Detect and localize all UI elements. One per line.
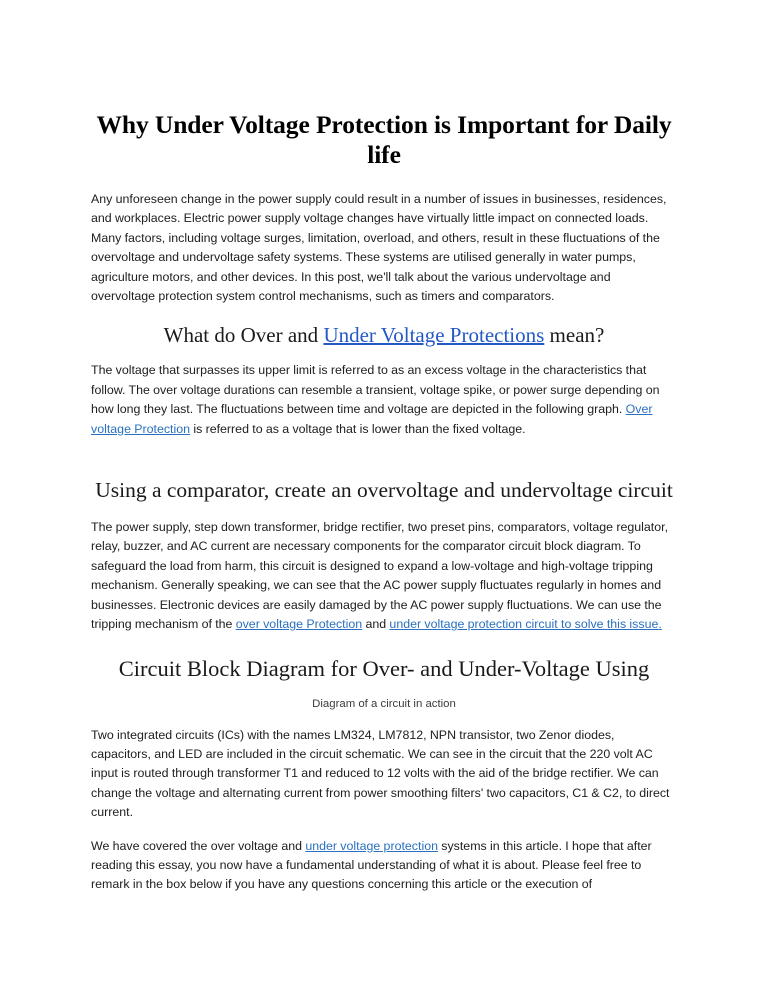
block-diagram-paragraph-text: Two integrated circuits (ICs) with the names LM324, LM7812, NPN transistor, two Zenor diodes, capacitors, and LED are included in the circuit schematic. We can see in the circuit that the 220 volt AC input is routed through transformer T1 and reduced to 12 volts with the aid of the bridge rectifier. We can change the voltage and alternating current from power smoothing filters' two capacitors, C1 & C2, to direct current. bbox=[91, 727, 670, 820]
link-under-voltage-protection-circuit[interactable]: under voltage protection circuit to solve this issue. bbox=[389, 617, 662, 632]
paragraph-text-part1: We have covered the over voltage and bbox=[91, 838, 306, 853]
link-under-voltage-protection-2[interactable]: under voltage protection bbox=[305, 838, 438, 853]
paragraph-text-part1: The power supply, step down transformer, bridge rectifier, two preset pins, comparators, voltage regulator, relay, buzzer, and AC current are necessary components for the comparator circuit block diagram. To safeguard the load from harm, this circuit is designed to expand a low-voltage and high-voltage tripping mechanism. Generally speaking, we can see that the AC power supply fluctuates regularly in homes and businesses. Electronic devices are easily damaged by the AC power supply fluctuations. We can use the tripping mechanism of the bbox=[91, 520, 669, 632]
heading-comparator-circuit bbox=[91, 477, 677, 504]
spacer bbox=[91, 306, 677, 322]
paragraph-text-part1: The voltage that surpasses its upper limit is referred to as an excess voltage in the characteristics that follow. The over voltage durations can resemble a transient, voltage spike, or power surge depending on how long they last. The fluctuations between time and voltage are depicted in the following graph. bbox=[91, 363, 660, 417]
heading-block-diagram bbox=[91, 655, 677, 682]
comparator-circuit-paragraph bbox=[91, 518, 677, 634]
link-over-voltage-protection-2[interactable]: over voltage Protection bbox=[235, 617, 363, 632]
spacer bbox=[91, 635, 677, 655]
spacer bbox=[91, 712, 677, 726]
conclusion-paragraph bbox=[91, 837, 677, 895]
document-content bbox=[91, 0, 677, 895]
heading-text-before-link: What do Over and bbox=[163, 323, 324, 348]
figure-caption-text: Diagram of a circuit in action bbox=[312, 697, 456, 710]
spacer bbox=[91, 823, 677, 837]
spacer bbox=[91, 170, 677, 190]
spacer bbox=[91, 682, 677, 696]
intro-paragraph bbox=[91, 190, 677, 306]
link-over-voltage-protection[interactable]: Over voltage Protection bbox=[91, 402, 653, 436]
empty-figure-placeholder bbox=[91, 439, 677, 477]
link-under-voltage-protections[interactable]: Under Voltage Protections bbox=[323, 323, 545, 348]
paragraph-text-middle: and bbox=[362, 617, 390, 632]
spacer bbox=[91, 349, 677, 361]
block-diagram-paragraph bbox=[91, 726, 677, 823]
heading-comparator-circuit-text: Using a comparator, create an overvoltage and undervoltage circuit bbox=[95, 478, 673, 503]
intro-paragraph-text: Any unforeseen change in the power supply could result in a number of issues in businesses, residences, and workplaces. Electric power supply voltage changes have virtually little impact on connected loads. Many factors, including voltage surges, limitation, overload, and others, result in these fluctuations of the overvoltage and undervoltage safety systems. These systems are utilised generally in water pumps, agriculture motors, and other devices. In this post, we'll talk about the various undervoltage and overvoltage protection system control mechanisms, such as timers and comparators. bbox=[91, 192, 667, 304]
over-under-meaning-paragraph bbox=[91, 361, 677, 439]
paragraph-text-part2: systems in this article. I hope that after reading this essay, you now have a fundamental understanding of what it is about. Please feel free to remark in the box below if you have any questions concerning this article or the execution of bbox=[91, 838, 652, 892]
paragraph-text-part2: is referred to as a voltage that is lower than the fixed voltage. bbox=[190, 421, 526, 436]
spacer bbox=[91, 504, 677, 518]
heading-text-after-link: mean? bbox=[544, 323, 605, 348]
heading-over-under-meaning bbox=[91, 322, 677, 349]
figure-caption bbox=[91, 696, 677, 712]
heading-block-diagram-text: Circuit Block Diagram for Over- and Under-Voltage Using bbox=[118, 655, 650, 681]
page-title: Why Under Voltage Protection is Important for Daily life bbox=[96, 110, 672, 169]
